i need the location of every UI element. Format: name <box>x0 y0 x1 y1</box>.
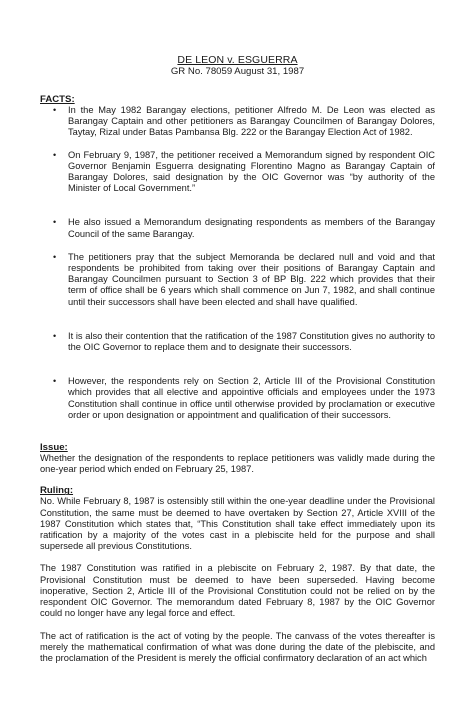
bullet-icon: • <box>53 251 57 262</box>
facts-item-text: The petitioners pray that the subject Memoranda be declared null and void and that respondents be prohibited from taking over their positions of Barangay Captain and Barangay Councilmen pursuant to Section 3 of BP Blg. 222 which provides that their term of office shall be 6 years which shall commence on Jun 7, 1982, and shall continue until their successors shall have been elected and shall have qualified. <box>68 251 435 307</box>
bullet-icon: • <box>53 149 57 160</box>
ruling-paragraph: No. While February 8, 1987 is ostensibly still within the one-year deadline under the Provisional Constitution, the same must be deemed to have overtaken by Section 27, Article XVIII of the 1987 Constitution which states that, “This Constitution shall take effect immediately upon its ratification by a majority of the votes cast in a plebiscite held for the purpose and shall supersede all previous Constitutions. <box>40 496 435 552</box>
ruling-heading: Ruling: <box>40 485 74 497</box>
facts-item-text: In the May 1982 Barangay elections, petitioner Alfredo M. De Leon was elected as Barangay Captain and other petitioners as Barangay Councilmen of Barangay Dolores, Taytay, Rizal under Batas Pambansa Blg. 222 or the Barangay Election Act of 1982. <box>68 105 435 138</box>
case-citation: GR No. 78059 August 31, 1987 <box>170 66 305 77</box>
ruling-paragraph: The act of ratification is the act of voting by the people. The canvass of the votes thereafter is merely the mathematical confirmation of what was done during the date of the plebiscite, and the proclamation of the President is merely the official confirmatory declaration of an act which <box>40 630 435 663</box>
bullet-icon: • <box>53 105 57 115</box>
facts-list <box>40 105 435 421</box>
facts-item <box>53 330 435 353</box>
facts-item <box>53 251 435 308</box>
bullet-icon: • <box>53 217 57 228</box>
facts-heading: FACTS: <box>40 94 75 105</box>
facts-item <box>53 217 435 239</box>
bullet-icon: • <box>53 376 57 387</box>
facts-item-text: It is also their contention that the ratification of the 1987 Constitution gives no authority to the OIC Governor to replace them and to designate their successors. <box>68 330 435 353</box>
issue-heading: Issue: <box>40 442 68 454</box>
ruling-paragraph: The 1987 Constitution was ratified in a plebiscite on February 2, 1987. By that date, the Provisional Constitution must be deemed to have been superseded. Having become inoperative, Section 2, Article III of the Provisional Constitution could not be relied on by the respondent OIC Governor. The memorandum dated February 8, 1987 by the OIC Governor could no longer have any legal force and effect. <box>40 563 435 619</box>
facts-item-text: He also issued a Memorandum designating respondents as members of the Barangay Council of the same Barangay. <box>68 217 435 239</box>
issue-text: Whether the designation of the respondents to replace petitioners was validly made during the one-year period which ended on February 25, 1987. <box>40 453 435 475</box>
facts-item-text: However, the respondents rely on Section 2, Article III of the Provisional Constitution which provides that all elective and appointive officials and employees under the 1973 Constitution shall continue in office until otherwise provided by proclamation or executive order or upon designation or appointment and qualification of their successors. <box>68 376 435 420</box>
page-bottom-fade <box>0 684 474 724</box>
facts-item <box>53 376 435 421</box>
document-page <box>40 54 435 664</box>
case-title: DE LEON v. ESGUERRA <box>177 54 298 66</box>
facts-item <box>53 105 435 139</box>
facts-item-text: On February 9, 1987, the petitioner received a Memorandum signed by respondent OIC Governor Benjamin Esguerra designating Florentino Magno as Barangay Captain of Barangay Dolores, said designation by the OIC Governor was “by authority of the Minister of Local Government.” <box>68 149 435 194</box>
facts-item <box>53 149 435 195</box>
bullet-icon: • <box>53 330 57 341</box>
